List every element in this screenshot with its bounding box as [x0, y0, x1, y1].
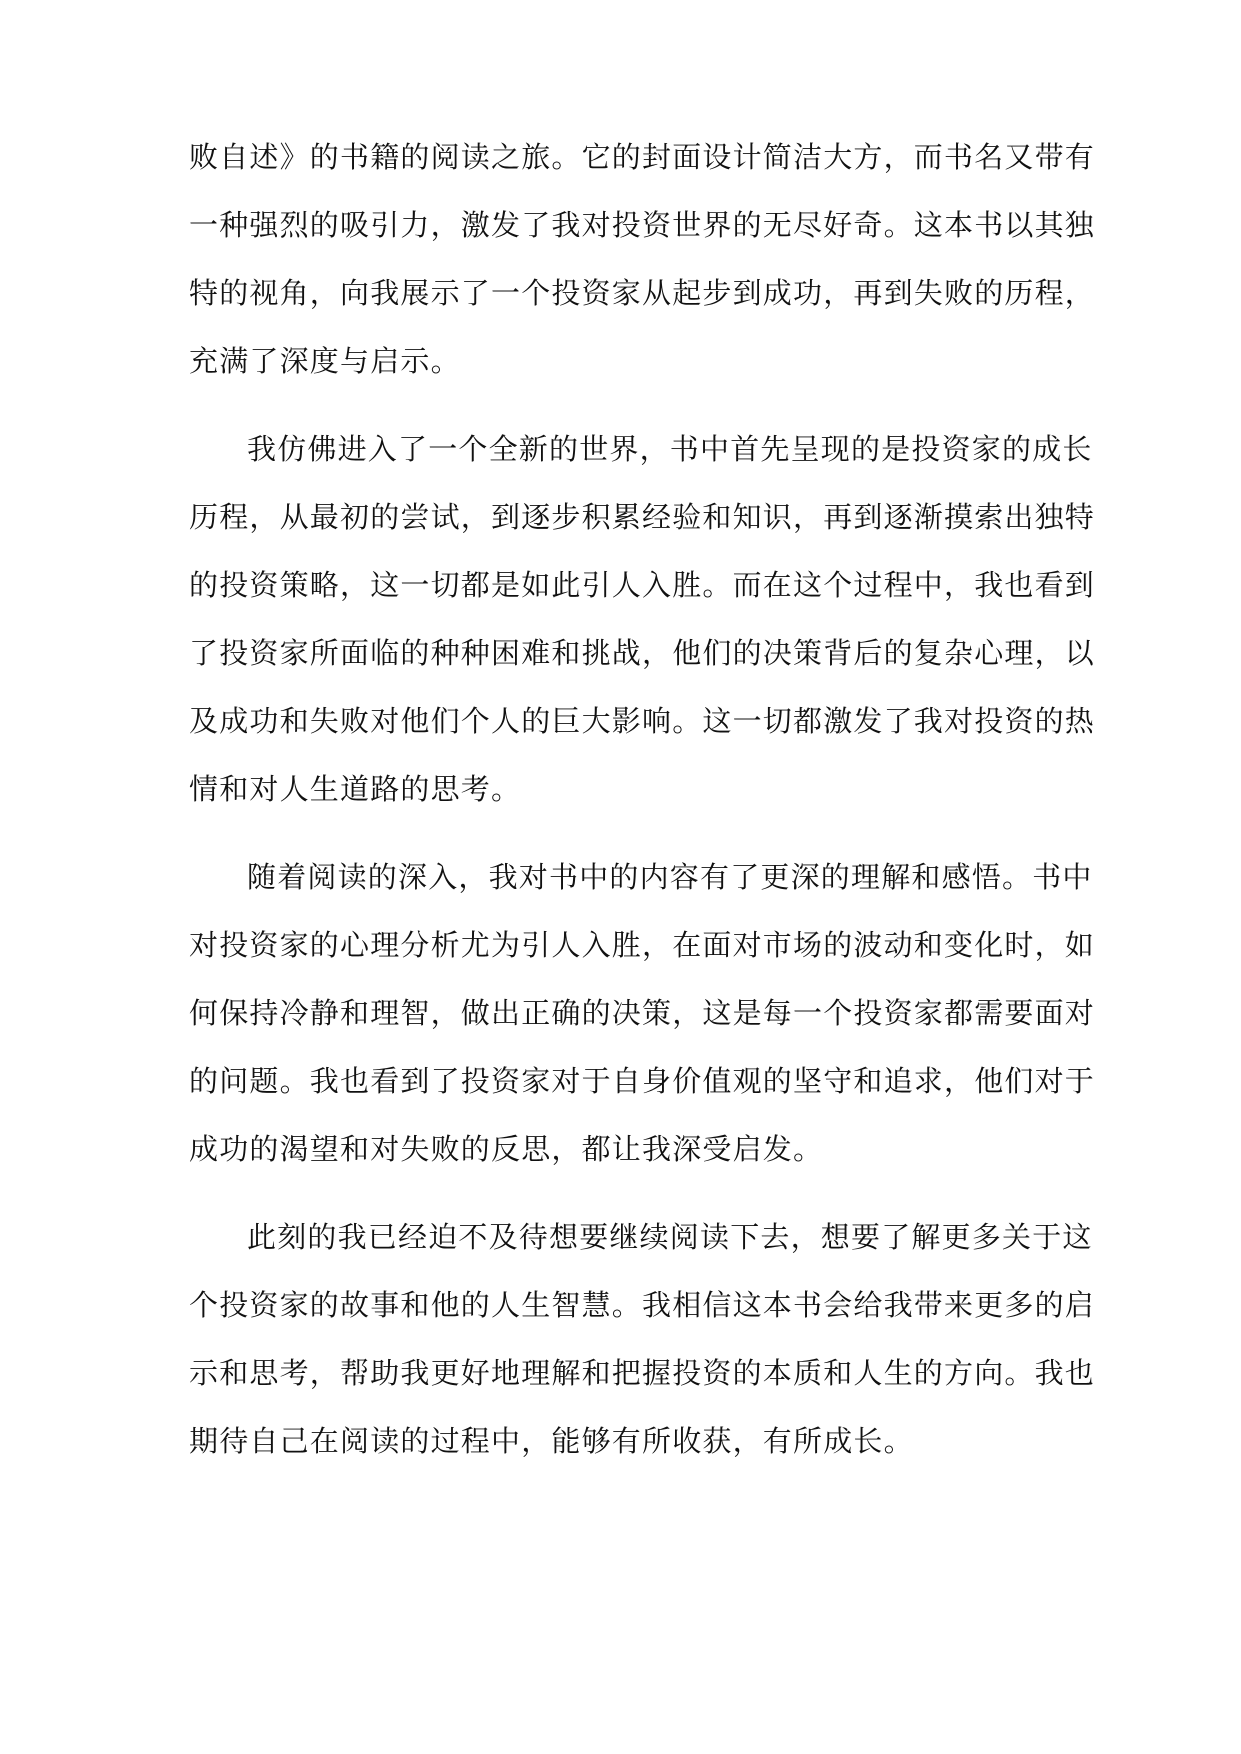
text-line: 充满了深度与启示。	[189, 344, 461, 378]
text-line: 对投资家的心理分析尤为引人入胜，在面对市场的波动和变化时，如	[189, 928, 1096, 962]
text-line: 示和思考，帮助我更好地理解和把握投资的本质和人生的方向。我也	[189, 1356, 1096, 1390]
text-line: 个投资家的故事和他的人生智慧。我相信这本书会给我带来更多的启	[189, 1288, 1096, 1322]
paragraph-first-line: 我仿佛进入了一个全新的世界，书中首先呈现的是投资家的成长	[247, 432, 1093, 466]
text-line: 了投资家所面临的种种困难和挑战，他们的决策背后的复杂心理，以	[189, 636, 1096, 670]
text-line: 情和对人生道路的思考。	[189, 772, 522, 806]
text-line: 期待自己在阅读的过程中，能够有所收获，有所成长。	[189, 1424, 914, 1458]
text-line: 的问题。我也看到了投资家对于自身价值观的坚守和追求，他们对于	[189, 1064, 1096, 1098]
text-line: 败自述》的书籍的阅读之旅。它的封面设计简洁大方，而书名又带有	[189, 140, 1096, 174]
text-line: 成功的渴望和对失败的反思，都让我深受启发。	[189, 1132, 824, 1166]
text-line: 何保持冷静和理智，做出正确的决策，这是每一个投资家都需要面对	[189, 996, 1096, 1030]
text-line: 一种强烈的吸引力，激发了我对投资世界的无尽好奇。这本书以其独	[189, 208, 1096, 242]
paragraph-first-line: 随着阅读的深入，我对书中的内容有了更深的理解和感悟。书中	[247, 860, 1093, 894]
paragraph-first-line: 此刻的我已经迫不及待想要继续阅读下去，想要了解更多关于这	[247, 1220, 1093, 1254]
text-line: 历程，从最初的尝试，到逐步积累经验和知识，再到逐渐摸索出独特	[189, 500, 1096, 534]
text-line: 的投资策略，这一切都是如此引人入胜。而在这个过程中，我也看到	[189, 568, 1096, 602]
text-line: 特的视角，向我展示了一个投资家从起步到成功，再到失败的历程，	[189, 276, 1096, 310]
text-line: 及成功和失败对他们个人的巨大影响。这一切都激发了我对投资的热	[189, 704, 1096, 738]
